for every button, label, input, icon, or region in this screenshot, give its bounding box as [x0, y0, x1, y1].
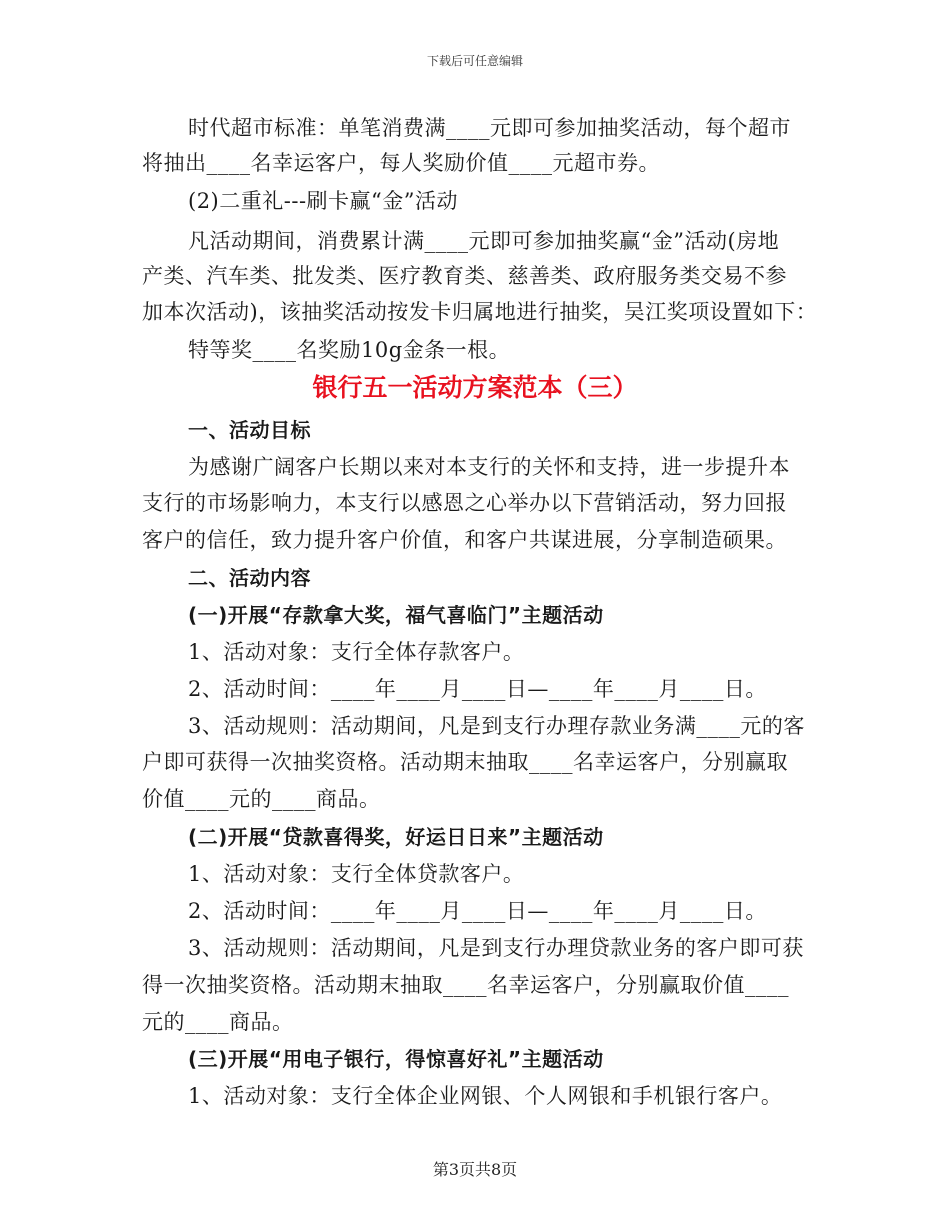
paragraph-line: 2、活动时间：____年____月____日—____年____月____日。 — [188, 899, 767, 923]
paragraph-line: 1、活动对象：支行全体贷款客户。 — [188, 862, 525, 886]
paragraph-line: 产类、汽车类、批发类、医疗教育类、慈善类、政府服务类交易不参 — [142, 264, 787, 288]
paragraph-line: 3、活动规则：活动期间，凡是到支行办理贷款业务的客户即可获 — [188, 936, 804, 960]
paragraph-line: 价值____元的____商品。 — [142, 787, 381, 811]
section-heading: 一、活动目标 — [188, 418, 311, 442]
paragraph-line: 户即可获得一次抽奖资格。活动期末抽取____名幸运客户，分别赢取 — [142, 750, 788, 774]
paragraph-line: 元的____商品。 — [142, 1010, 294, 1034]
page-header: 下载后可任意编辑 — [426, 54, 523, 68]
paragraph-line: 凡活动期间，消费累计满____元即可参加抽奖赢“金”活动(房地 — [188, 229, 780, 253]
page-footer: 第3页共8页 — [432, 1160, 518, 1179]
paragraph-line: 3、活动规则：活动期间，凡是到支行办理存款业务满____元的客 — [188, 714, 805, 738]
paragraph-line: 特等奖____名奖励10g金条一根。 — [188, 338, 511, 362]
paragraph-line: 为感谢广阔客户长期以来对本支行的关怀和支持，进一步提升本 — [188, 455, 790, 479]
paragraph-line: 1、活动对象：支行全体企业网银、个人网银和手机银行客户。 — [188, 1084, 783, 1108]
document-title: 银行五一活动方案范本（三） — [312, 373, 638, 402]
paragraph-line: 得一次抽奖资格。活动期末抽取____名幸运客户，分别赢取价值____ — [142, 973, 789, 997]
paragraph-line: 将抽出____名幸运客户，每人奖励价值____元超市券。 — [142, 151, 660, 175]
paragraph-line: 时代超市标准：单笔消费满____元即可参加抽奖活动，每个超市 — [188, 116, 791, 140]
paragraph-line: 1、活动对象：支行全体存款客户。 — [188, 640, 525, 664]
paragraph-line: 2、活动时间：____年____月____日—____年____月____日。 — [188, 677, 767, 701]
paragraph-line: 加本次活动)，该抽奖活动按发卡归属地进行抽奖，吴江奖项设置如下： — [142, 300, 818, 324]
section-heading: 二、活动内容 — [188, 566, 311, 590]
subsection-heading: (一)开展“存款拿大奖，福气喜临门”主题活动 — [188, 603, 604, 627]
paragraph-line: (2)二重礼---刷卡赢“金”活动 — [188, 189, 459, 213]
subsection-heading: (二)开展“贷款喜得奖，好运日日来”主题活动 — [188, 825, 604, 849]
subsection-heading: (三)开展“用电子银行，得惊喜好礼”主题活动 — [188, 1047, 604, 1071]
paragraph-line: 支行的市场影响力，本支行以感恩之心举办以下营销活动，努力回报 — [142, 491, 787, 515]
paragraph-line: 客户的信任，致力提升客户价值，和客户共谋进展，分享制造硕果。 — [142, 528, 787, 552]
